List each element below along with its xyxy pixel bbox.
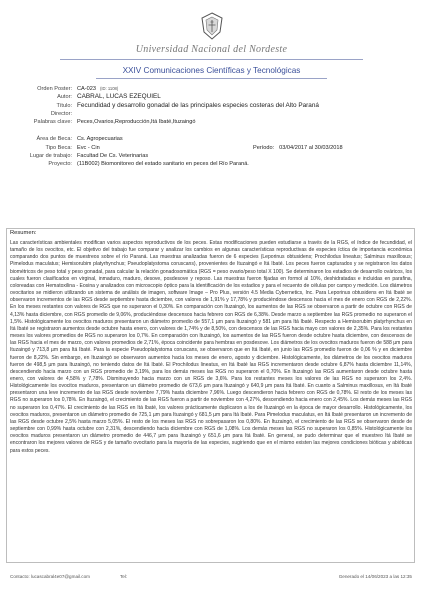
proyecto-value: (11B002) Biomonitoreo del estado sanitario en peces del Río Paraná. [77, 161, 249, 168]
titulo-value: Fecundidad y desarrollo gonadal de las principales especies costeras del Alto Paraná [77, 101, 319, 109]
palabras-label: Palabras clave: [33, 119, 72, 126]
lugar-value: Facultad De Cs. Veterinarias [77, 153, 149, 160]
footer [10, 574, 412, 584]
orden-value: CA-023 [77, 86, 96, 92]
tipo-row [8, 144, 418, 152]
header-rule [60, 59, 363, 60]
lugar-label: Lugar de trabajo: [29, 153, 72, 160]
resumen-text: Las características ambientales modifican varios aspectos reproductivos de los peces. Estas modificaciones pueden estudiarse a través de la RGS, el índice de fecundidad, el tamaño de los ovocitos, etc. El objetivo del trabajo fue comparar y analizar los cambios en algunas características reproductivas de especies íctica de importancia económica comparando dos puntos de muestreos sobre el río Paraná. Las muestras analizadas fueron de 6 especies (Leporinus obtusidens; Prochilodus lineatus; Salminus maxillosus; Pimelodus maculatus; Hemisorubim platyrhynchus; Pseudoplatystoma coruscans), provenientes de Ituzaingó e Itá Ibaté. Los peces fueron capturados y se registraron los datos biométricos de peso total y peso gonadal, para calcular la relación gonadosomática (RGS = peso ovario/peso total X 100). Se determinaron los estadios de desarrollo ováricos, los cuales fueron clasificados en virginal, inmaduro, maduro, desove, posdesove y reposo. Las muestras fueron fijadas en formol al 10%, deshidratadas e incluidas en parafina, coloreadas con Hematoxilina - Eosina y analizados con microscopio óptico para la identificación de los estadios y para el recuento de células por campo y medición. Los diámetros ovocitarios se midieron utilizando un sistema de análisis de imagen, software Image – Pro Plus, versión 4.5 Media Cybernetics, Inc. Para Leporinus obtusidens en Itá Ibaté se observaron incrementos de las RGS desde septiembre hasta diciembre, con valores de 1,91% y 17,78% y produciéndose descensos hacia el mes de enero con RGS de 2,22%. En los meses restantes con valores de RGS que no superaron el 0,30%. En comparación con Ituzaingó, los aumentos de las RGS se observaron a partir de octubre con RGS de 4,13% hasta diciembre, con RGS promedio de 9,06%, produciéndose descensos hacia febrero con RGS de 6,38%. Desde marzo a septiembre las RGS promedio no superaron el 1,5%. Histológicamente los ovocitos maduros presentaron un diámetro promedio de 557,1 µm para Ituzaingó y 581 µm para Itá Ibaté. Respecto a Hemisorubim platyrhynchus en Itá Ibaté se registraron aumentos desde octubre hasta enero, con valores de 1,74% y de 8,50%, con descensos de las RGS hacia mayo con valores de 2,35%. Para los restantes meses los valores promedios de RGS no superaron los 0,7%. En comparación con Ituzaingó, los aumentos de las RGS fueron desde octubre hasta diciembre, con descensos de las RGS hacia el mes de marzo, con valores promedios de 2,71%, época coincidente para hembras en posdesove. Los diámetros de los ovocitos maduros fueron de 588 µm para Ituzaingó y 713,8 µm para Itá Ibaté. Para la especie Pseudoplatystoma coruscans, se observaron que en Itá Ibaté, en junio las RGS promedio fueron de 0,06 % y en diciembre fueron de 8,22%. Sin embargo, en Ituzaingó se observaron aumentos hacia los meses de enero, agosto y diciembre. Histológicamente, los diámetros de los ovocitos maduros fueron de 498,5 µm para Ituzaingó, no teniendo datos de Itá Ibaté. El Prochilodus lineatus, en Itá Ibaté las RGS incrementaron desde octubre 6,87% hasta diciembre 11,14%, descendiendo hacia marzo con un RGS promedio de 3,19%, para los demás meses las RGS no superaron el 0,70%. En Ituzaingó las RGS aumentaron desde octubre hasta enero, con valores de 4,58% y 7,78%. Disminuyendo hacia marzo con un RGS de 3,6%. Para los restantes meses los valores de las RGS no superaron los 2,4%. Histológicamente los ovocitos maduros, presentaron un diámetro promedio de 673,6 µm para Ituzaingó y 640,9 µm para Itá Ibaté. En cuanto a Salminus maxillosus, en Itá Ibaté presentaron una leve incremento de las RGS desde noviembre 7,79% hasta diciembre 7,96%. Luego descendieron hacia febrero con RGS de 0,78%. El resto de los meses las RGS no superaron los 0,78%. En Ituzaingó, el crecimiento de las RGS fueron a partir de noviembre con 4,27%, descendiendo hacia enero con 2,45%. Los demás meses las RGS no superaron los 0,47%. El crecimiento de las RGS en Itá Ibaté, los valores prácticamente duplicaron a los de Ituzaingó en la época de mayor desarrollo. Histológicamente, los ovocitos maduros, presentaron un diámetro promedio de 725,1 µm para Ituzaingó y 681,5 µm para Itá Ibaté. Para Pimelodus maculatus, en Itá Ibaté presentaron un incremento de las RGS desde octubre 2,5% hasta marzo 5,05%. El resto de los meses las RGS no sobrepasaron los 0,80%. En Ituzaingó, el crecimiento de las RGS se observaron desde de septiembre con 0,99% hasta octubre con 2,31%, descendiendo hacia diciembre con RGS de 1,08%. Los demás meses las RGS no superaron los 0,85%. Histológicamente los ovocitos maduros presentaron un diámetro promedio de 446,7 µm para Ituzaingó y 651,6 µm para Itá Ibaté. En general, se pudo determinar que el muestreo Itá Ibaté se encontraron los mejores valores de RGS y de tamaño ovocitario para la mayoría de las especies, sugiriendo que en el mismo existen las mejores condiciones bióticas y abióticas para estos peces. [10, 240, 412, 454]
footer-contact: Contacto: lucascabral4e07@gmail.com [10, 574, 90, 579]
orden-row [8, 85, 418, 93]
titulo-row [8, 102, 418, 110]
lugar-row [8, 152, 418, 160]
congress-title: XXIV Comunicaciones Científicas y Tecnológicas [122, 66, 301, 75]
periodo-value: 03/04/2017 al 30/03/2018 [279, 144, 343, 151]
university-logo [200, 12, 224, 40]
resumen-label: Resumen: [10, 230, 37, 236]
autor-value: CABRAL, LUCAS EZEQUIEL [77, 93, 161, 101]
palabras-row [8, 118, 418, 126]
titulo-label: Título: [56, 102, 72, 109]
periodo-label: Período: [253, 144, 275, 151]
tipo-value: Evc - Cin [77, 144, 100, 151]
area-label: Área de Beca: [36, 136, 72, 143]
palabras-value: Peces,Ovarios,Reproducción,Itá Ibaté,Ituzaingó [77, 119, 196, 126]
tipo-label: Tipo Beca: [45, 144, 72, 151]
footer-generated: Generado el 14/06/2023 a las 12:35 [338, 574, 412, 579]
director-row [8, 110, 418, 118]
orden-label: Orden Poster: [37, 86, 72, 92]
area-value: Cs. Agropecuarias [77, 136, 123, 143]
orden-id: (ID: 1108) [99, 86, 119, 91]
university-name: Universidad Nacional del Nordeste [135, 44, 288, 55]
congress-rule [96, 78, 327, 79]
area-row [8, 135, 418, 143]
metadata [8, 85, 418, 169]
footer-tel: Tel: [120, 574, 128, 579]
proyecto-label: Proyecto: [48, 161, 72, 168]
autor-row [8, 93, 418, 101]
proyecto-row [8, 160, 418, 168]
header [0, 12, 423, 55]
director-label: Director: [50, 110, 72, 117]
autor-label: Autor: [57, 94, 72, 101]
